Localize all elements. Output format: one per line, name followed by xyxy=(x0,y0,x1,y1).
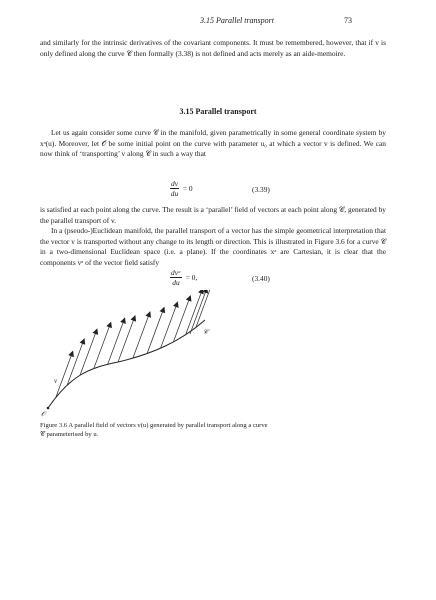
parallel-vector-arrow xyxy=(186,290,203,335)
parallel-vector-arrow xyxy=(147,308,164,354)
equation-denominator: du xyxy=(170,189,179,198)
parallel-vector-arrow xyxy=(173,296,190,342)
running-head-title: 3.15 Parallel transport xyxy=(200,16,275,25)
paragraph-1: and similarly for the intrinsic derivatives of the covariant components. It must be remembered, however, that if v is only defined along the curve 𝒞 then formally (3.38) is not defined and acts merely as an aide-memoire. xyxy=(40,38,386,58)
page-number: 73 xyxy=(344,16,352,25)
running-head xyxy=(0,16,436,28)
parallel-vector-arrow xyxy=(118,316,135,362)
equation-3-39 xyxy=(40,179,386,201)
vector-label: v xyxy=(54,377,58,385)
paragraph-4: In a (pseudo-)Euclidean manifold, the parallel transport of a vector has the simple geometrical interpretation that the vector v is transported without any change to its length or direction. This is illustrated in Figure 3.6 for a curve 𝒞 in a two-dimensional Euclidean space (i.e. a plane). If the coordinates xᵃ are Cartesian, it is clear that the components vᵃ of the vector field satisfy xyxy=(40,226,386,267)
figure-caption: Figure 3.6 A parallel field of vectors v(u) generated by parallel transport along a curve 𝒞 parameterised by u. xyxy=(40,422,268,438)
equation-rhs: = 0 xyxy=(182,184,193,193)
equation-denominator: du xyxy=(172,278,180,287)
curve-label: 𝒞 xyxy=(203,328,209,336)
equation-number: (3.39) xyxy=(252,185,270,194)
equation-body xyxy=(170,179,193,198)
figure-3-6 xyxy=(30,290,250,422)
origin-label: 𝒪 xyxy=(41,410,46,418)
equation-numerator: dv xyxy=(171,179,178,188)
equation-number: (3.40) xyxy=(252,274,270,283)
vector-field xyxy=(56,290,213,397)
equation-body xyxy=(170,268,197,287)
section-heading: 3.15 Parallel transport xyxy=(179,107,257,116)
paragraph-3: is satisfied at each point along the curve. The result is a ‘parallel’ field of vectors at each point along 𝒞, generated by the parallel transport of v. xyxy=(40,205,386,225)
parallel-vector-arrow xyxy=(108,318,125,364)
equation-3-40 xyxy=(40,268,386,290)
paragraph-2: Let us again consider some curve 𝒞 in the manifold, given parametrically in some general coordinate system by xᵃ(u). Moreover, let 𝒪 be some initial point on the curve with parameter u₀ at which a vector v is defined. We can now think of ‘transporting’ v along 𝒞 in such a way that xyxy=(40,128,386,158)
equation-fraction xyxy=(170,179,179,198)
parallel-field-diagram xyxy=(30,290,250,422)
parallel-vector-arrow xyxy=(133,312,150,358)
equation-rhs: = 0, xyxy=(185,273,198,282)
equation-numerator: dvᵃ xyxy=(171,268,181,277)
origin-point xyxy=(47,407,50,410)
parallel-vector-arrow xyxy=(56,351,73,397)
parallel-vector-arrow xyxy=(94,323,111,369)
curve-c xyxy=(48,320,205,408)
equation-fraction xyxy=(170,268,182,287)
